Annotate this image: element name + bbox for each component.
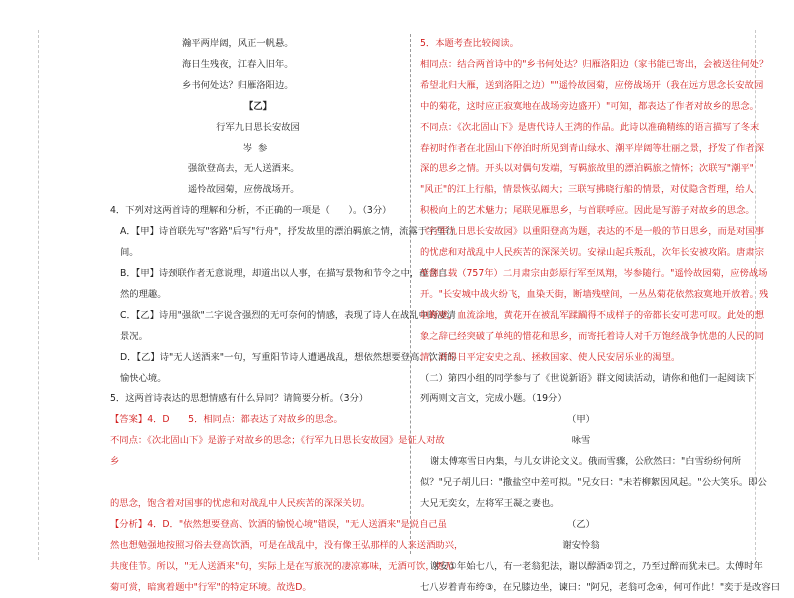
text-line: 谢安①年始七八，有一老翁犯法，谢以醇酒②罚之，乃至过醉而犹未已。太傅时年 <box>430 560 763 572</box>
option-d: D．【乙】诗"无人送酒来"一句，写重阳节诗人遭遇战乱，想依然想要登高、饮酒的 <box>120 351 457 363</box>
analysis-line: 中的菊花，这时应正寂寞地在战场旁边盛开）"可知，都表达了作者对故乡的思念。 <box>420 100 759 112</box>
analysis-line: 情，对早日平定安史之乱、拯救国家、使人民安居乐业的渴望。 <box>420 351 681 363</box>
section-label-yi: 【乙】 <box>244 100 272 112</box>
analysis-line: 象之辞已经突破了单纯的惜花和思乡，而寄托着诗人对千万饱经战争忧患的人民的同 <box>420 330 764 342</box>
option-c: C．【乙】诗用"强欲"二字说含强烈的无可奈何的情感，表现了诗人在战乱中的凄清 <box>120 309 456 321</box>
analysis-line: 不同点：《次北固山下》是唐代诗人王湾的作品。此诗以准确精练的语言描写了冬末 <box>420 121 760 133</box>
text-title-yi: 谢安怜翁 <box>562 539 600 551</box>
text-line: 七八岁着青布绔③，在兄膝边坐，谏曰："阿兄，老翁可念④，何可作此！"奕于是改容曰 <box>420 581 780 593</box>
analysis-line: 菊可赏，暗寓着题中"行军"的特定环境。故选D。 <box>110 581 312 593</box>
analysis-line: 春初时作者在北固山下停泊时所见到青山绿水、潮平岸阔等壮丽之景，抒发了作者深 <box>420 142 764 154</box>
analysis-line: 相同点：结合两首诗中的"乡书何处达？归雁洛阳边（家书能已寄出，会被送往何处？ <box>420 58 769 70</box>
section-intro: 列两则文言文，完成小题。（19分） <box>420 393 567 405</box>
poem-line: 乡书何处达？归雁洛阳边。 <box>182 79 294 91</box>
poem-author: 岑参 <box>242 142 274 154</box>
text-label-jia: （甲） <box>567 414 595 426</box>
text-line: 似？"兄子胡儿曰："撒盐空中差可拟。"兄女曰："未若柳絮因风起。"公大笑乐。即公 <box>420 477 767 489</box>
answer-diff-line: 乡 <box>110 456 120 468</box>
option-b: B．【甲】诗颈联作者无意说理，却道出以人事，在描写景物和节令之中，蕴含自 <box>120 267 448 279</box>
answer-diff-line: 的思念，饱含着对国事的忧虑和对战乱中人民疾苦的深深关切。 <box>110 497 371 509</box>
option-c-cont: 景况。 <box>120 330 148 342</box>
text-title-jia: 咏雪 <box>571 435 591 447</box>
option-d-cont: 愉快心境。 <box>120 372 167 384</box>
text-line: 谢太傅寒雪日内集，与儿女讲论文义。俄而雪骤，公欣然曰："白雪纷纷何所 <box>430 456 742 468</box>
poem-line: 遥怜故园菊，应傍战场开。 <box>188 184 300 196</box>
analysis-line: 垣断壁，血流涂地，黄花开在被乱军蹂躏得不成样子的帝都长安可悲可叹。此处的想 <box>420 309 764 321</box>
column-divider <box>410 34 411 554</box>
answer-line: 【答案】4．D 5．相同点：都表达了对故乡的思念。 <box>110 414 343 426</box>
analysis-line: 开。"长安城中战火纷飞，血染天街，断墙残壁间，一丛丛菊花依然寂寞地开放着。残 <box>420 288 769 300</box>
poem-line: 强欲登高去，无人送酒来。 <box>188 163 300 175</box>
option-b-cont: 然的理趣。 <box>120 288 167 300</box>
text-label-yi: （乙） <box>567 518 595 530</box>
right-column <box>420 34 780 598</box>
analysis-line: "风正"的江上行船，情景恢弘阔大；三联写拂晓行船的情景，对仗隐含哲理，给人 <box>420 184 754 196</box>
left-column <box>110 34 464 598</box>
analysis-line: 至德二载（757年）二月肃宗由彭原行军至凤翔，岑参随行。"遥怜故园菊，应傍战场 <box>420 267 768 279</box>
answer-diff-line: 不同点：《次北固山下》是游子对故乡的思念；《行军九日思长安故园》是征人对故 <box>110 435 445 447</box>
question-5: 5．这两首诗表达的思想情感有什么异同？请简要分析。（3分） <box>110 393 369 405</box>
option-a: A．【甲】诗首联先写"客路"后写"行舟"，抒发故里的漂泊羁旅之情，流露于字里行 <box>120 226 455 238</box>
text-line: 大兄无奕女，左将军王凝之妻也。 <box>420 497 560 509</box>
option-a-cont: 间。 <box>120 247 139 259</box>
question-4: 4．下列对这两首诗的理解和分析，不正确的一项是（ ）。（3分） <box>110 205 392 217</box>
poem-line: 瀚平两岸阔，风正一帆悬。 <box>182 38 294 49</box>
q5-analysis-title: 5．本题考查比较阅读。 <box>420 38 519 49</box>
blank-space <box>110 473 406 494</box>
analysis-line: 积极向上的艺术魅力；尾联见雁思乡，与首联呼应。因此是写游子对故乡的思念。 <box>420 205 755 217</box>
analysis-line: 然也想勉强地按照习俗去登高饮酒，可是在战乱中，没有像王弘那样的人来送酒助兴， <box>110 539 464 551</box>
analysis-line: 深的思乡之情。开头以对偶句发端，写羁旅故里的漂泊羁旅之情怀；次联写"潮平" <box>420 163 754 175</box>
poem-line: 海日生残夜，江春入旧年。 <box>182 58 294 70</box>
poem-title: 行军九日思长安故园 <box>216 121 300 133</box>
analysis-line: 希望北归大雁，送到洛阳之边）""遥怜故园菊，应傍战场开（我在远方思念长安故园 <box>420 79 764 91</box>
analysis-line: 的忧虑和对战乱中人民疾苦的深深关切。安禄山起兵叛乱，次年长安被攻陷。唐肃宗 <box>420 247 764 259</box>
section-intro: （二）第四小组的同学参与了《世说新语》群文阅读活动，请你和他们一起阅读下 <box>420 372 755 384</box>
analysis-line: 共度佳节。所以，"无人送酒来"句，实际上是在写旅况的凄凉寡味，无酒可饮，更无 <box>110 560 454 572</box>
analysis-line: 《行军九日思长安故园》以重阳登高为题，表达的不是一般的节日思乡，而是对国事 <box>420 226 764 238</box>
analysis-line: 【分析】4．D．"依然想要登高、饮酒的愉悦心境"错误，"无人送酒来"是说自己虽 <box>110 518 447 530</box>
